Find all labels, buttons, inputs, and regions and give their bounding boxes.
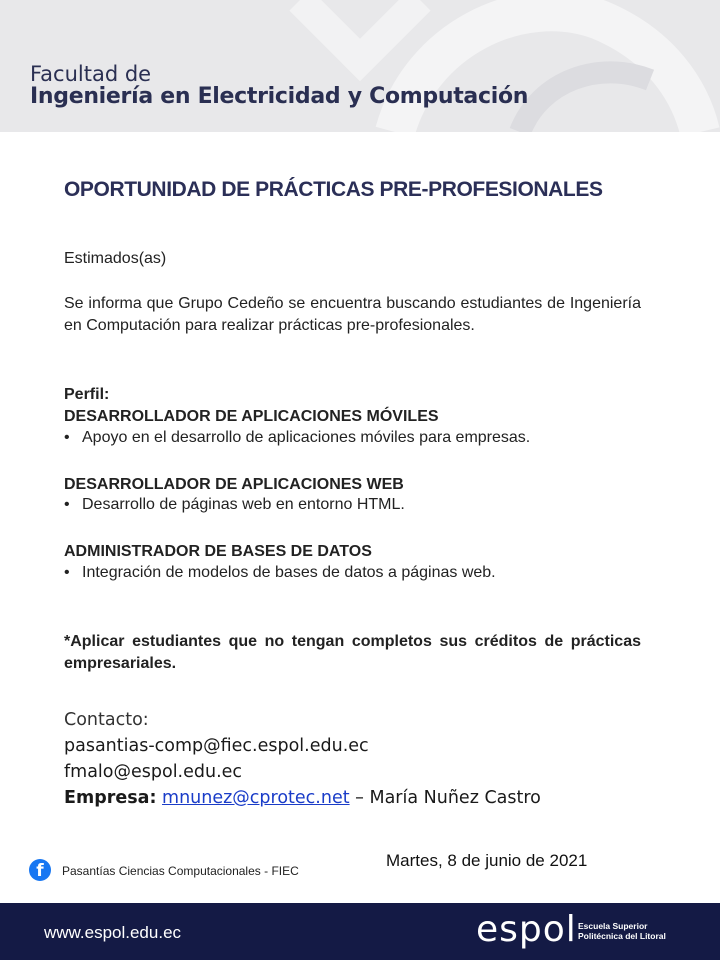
logo-sub-line2: Politécnica del Litoral: [578, 931, 666, 941]
role-title: DESARROLLADOR DE APLICACIONES MÓVILES: [64, 408, 439, 425]
facebook-page-name: Pasantías Ciencias Computacionales - FIEC: [62, 864, 299, 878]
role-bullet-text: Integración de modelos de bases de datos a páginas web.: [82, 564, 496, 581]
facebook-icon[interactable]: f: [29, 859, 51, 881]
profile-label: Perfil:: [64, 386, 110, 403]
role-bullet-text: Apoyo en el desarrollo de aplicaciones móviles para empresas.: [82, 429, 531, 446]
company-label: Empresa: [64, 788, 150, 808]
company-email-link[interactable]: mnunez@cprotec.net: [162, 788, 350, 808]
page-title: OPORTUNIDAD DE PRÁCTICAS PRE-PROFESIONALES: [64, 178, 603, 201]
role-bullet: [64, 564, 496, 582]
role-title: ADMINISTRADOR DE BASES DE DATOS: [64, 543, 372, 560]
logo-sub-line1: Escuela Superior: [578, 921, 648, 931]
company-contact: Empresa: mnunez@cprotec.net – María Nuñez Castro: [64, 788, 541, 808]
footer: [0, 903, 720, 960]
company-person: – María Nuñez Castro: [355, 788, 541, 808]
espol-logo-subtitle: [578, 921, 666, 941]
date: Martes, 8 de junio de 2021: [386, 851, 588, 870]
faculty-line1: Facultad de: [30, 62, 152, 86]
bullet-icon: •: [64, 429, 70, 446]
greeting: Estimados(as): [64, 250, 167, 267]
footer-url-link[interactable]: www.espol.edu.ec: [44, 923, 182, 942]
intro-paragraph: Se informa que Grupo Cedeño se encuentra buscando estudiantes de Ingeniería en Computación para realizar prácticas pre-profesionales.: [64, 295, 641, 334]
role-bullet: [64, 496, 405, 514]
bullet-icon: •: [64, 564, 70, 581]
contact-label: Contacto:: [64, 710, 149, 730]
role-title: DESARROLLADOR DE APLICACIONES WEB: [64, 476, 404, 493]
role-bullet: [64, 429, 530, 447]
contact-email-1[interactable]: pasantias-comp@fiec.espol.edu.ec: [64, 736, 369, 756]
contact-email-2[interactable]: fmalo@espol.edu.ec: [64, 762, 243, 782]
role-bullet-text: Desarrollo de páginas web en entorno HTML.: [82, 496, 405, 513]
header-banner: [0, 0, 720, 132]
faculty-line2: Ingeniería en Electricidad y Computación: [30, 84, 529, 109]
espol-logo: espol: [476, 909, 577, 950]
bullet-icon: •: [64, 496, 70, 513]
note: *Aplicar estudiantes que no tengan completos sus créditos de prácticas empresariales.: [64, 633, 641, 672]
